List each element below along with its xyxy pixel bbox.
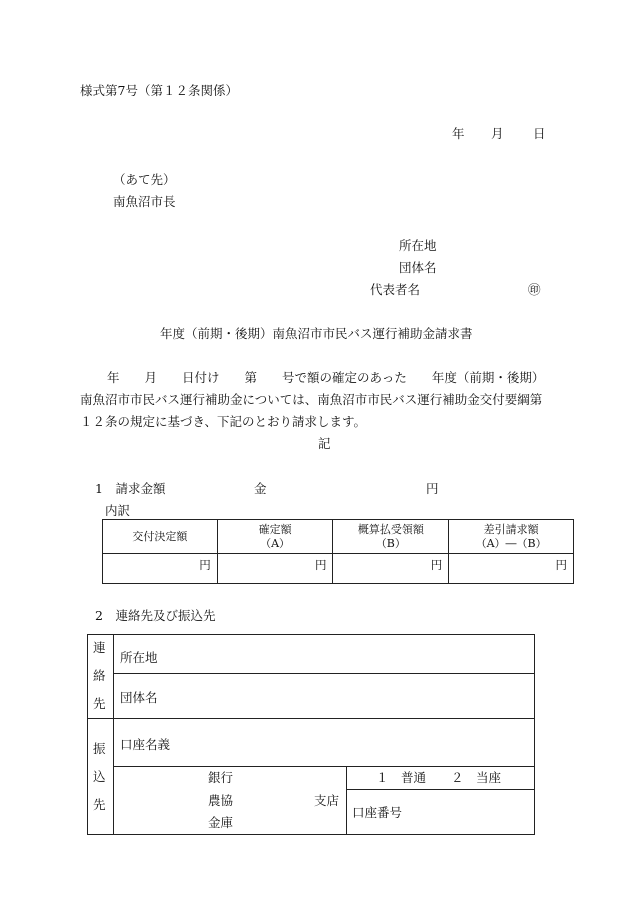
bank-kinko: 金庫 [208, 815, 234, 830]
applicant-org-label: 団体名 [399, 260, 437, 275]
applicant-rep-label: 代表者名 [370, 282, 421, 297]
kin-label: 金 [254, 481, 267, 496]
bank-branch: 支店 [314, 793, 340, 808]
divider-address-org [113, 673, 534, 674]
addressee-name: 南魚沼市長 [113, 194, 176, 209]
breakdown-label: 内訳 [105, 503, 131, 518]
applicant-address-label: 所在地 [399, 238, 437, 253]
value-sashihiki[interactable]: 円 [449, 554, 574, 584]
yen-label: 円 [426, 481, 439, 496]
contact-char-1: 連 [93, 640, 106, 655]
divider-contact-transfer [87, 718, 534, 719]
breakdown-value-row [103, 554, 574, 584]
section1-label: 1 請求金額 [95, 481, 166, 496]
bank-ginko: 銀行 [208, 770, 234, 785]
bank-column-divider [346, 766, 347, 834]
date-year: 年 [452, 126, 465, 141]
breakdown-table [102, 519, 574, 584]
document-title: 年度（前期・後期）南魚沼市市民バス運行補助金請求書 [160, 326, 473, 341]
transfer-char-1: 振 [93, 741, 106, 756]
header-sashihiki-text: 差引請求額 [483, 522, 539, 536]
account-number-label[interactable]: 口座番号 [352, 805, 403, 820]
header-kofu [103, 520, 218, 554]
value-kofu[interactable]: 円 [103, 554, 218, 584]
divider-account-name [113, 766, 534, 767]
header-gaisan-sub: （B） [375, 536, 406, 550]
body-line-3: １２条の規定に基づき、下記のとおり請求します。 [80, 414, 367, 429]
header-sashihiki [449, 520, 574, 554]
ki-heading: 記 [318, 436, 331, 451]
account-type-options[interactable]: １ 普通 ２ 当座 [376, 770, 502, 785]
seal-mark: ㊞ [528, 282, 541, 297]
header-gaisan [333, 520, 449, 554]
header-column-divider [113, 634, 114, 834]
date-month: 月 [491, 126, 504, 141]
contact-org-label[interactable]: 団体名 [120, 690, 158, 705]
body-line-1: 年 月 日付け 第 号で額の確定のあった 年度（前期・後期） [107, 370, 545, 385]
account-name-label[interactable]: 口座名義 [120, 737, 171, 752]
header-kakutei [217, 520, 333, 554]
header-sashihiki-sub: （A）―（B） [475, 536, 547, 550]
breakdown-header-row [103, 520, 574, 554]
addressee-prefix: （あて先） [113, 172, 176, 187]
contact-char-2: 絡 [93, 668, 106, 683]
value-kakutei[interactable]: 円 [217, 554, 333, 584]
value-gaisan[interactable]: 円 [333, 554, 449, 584]
form-number: 様式第7号（第１２条関係） [80, 83, 238, 98]
header-gaisan-text: 概算払受領額 [357, 522, 424, 536]
transfer-char-3: 先 [93, 797, 106, 812]
date-day: 日 [533, 126, 546, 141]
section2-label: 2 連絡先及び振込先 [95, 608, 216, 623]
bank-nokyo: 農協 [208, 793, 234, 808]
header-kofu-text: 交付決定額 [132, 529, 188, 543]
header-kakutei-text: 確定額 [258, 522, 292, 536]
contact-address-label[interactable]: 所在地 [120, 650, 158, 665]
contact-char-3: 先 [93, 696, 106, 711]
divider-account-type [346, 789, 534, 790]
body-line-2: 南魚沼市市民バス運行補助金については、南魚沼市市民バス運行補助金交付要綱第 [80, 392, 543, 407]
header-kakutei-sub: （A） [260, 536, 291, 550]
transfer-char-2: 込 [93, 769, 106, 784]
